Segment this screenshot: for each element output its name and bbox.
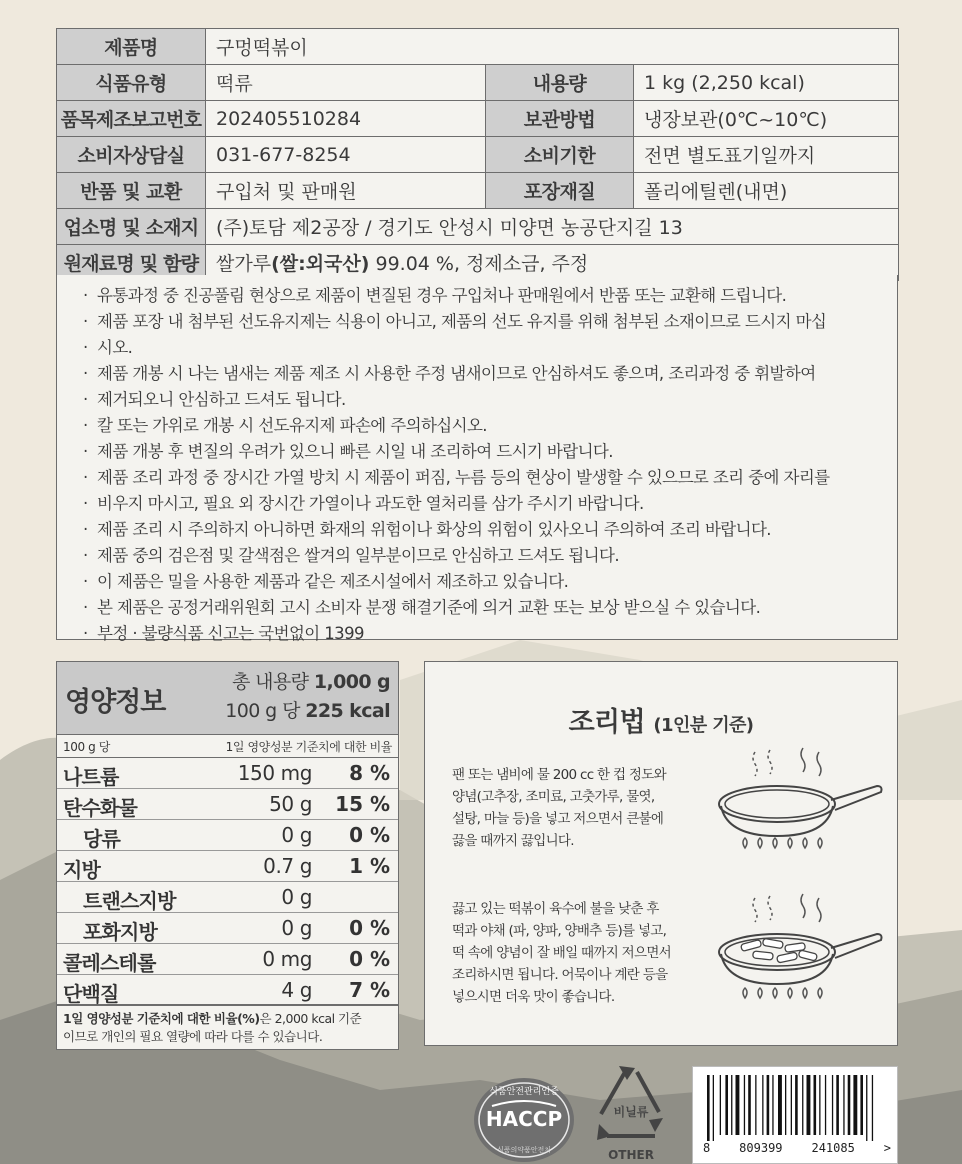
- foot-rest: 은 2,000 kcal 기준: [259, 1011, 362, 1026]
- nutrient-amount: 0 g: [281, 916, 312, 940]
- total-amount: 1,000 g: [313, 671, 390, 693]
- barcode-digits: [703, 1141, 891, 1155]
- report-no-value: 202405510284: [206, 101, 486, 137]
- barcode-arrow: >: [883, 1141, 891, 1155]
- barcode-bar: [832, 1075, 833, 1135]
- sub-right: 1일 영양성분 기준치에 대한 비율: [225, 739, 392, 754]
- nutrient-percent: 0 %: [349, 947, 390, 971]
- barcode-bar: [795, 1075, 798, 1135]
- step-line: 끓을 때까지 끓입니다.: [452, 833, 574, 849]
- barcode-bar: [848, 1075, 851, 1135]
- nutrient-percent: 0 %: [349, 823, 390, 847]
- nutrition-total: [225, 668, 390, 726]
- expiry-value: 전면 별도표기일까지: [634, 137, 899, 173]
- barcode-bar: [736, 1075, 740, 1135]
- nutrient-row: [57, 789, 398, 820]
- nutrient-amount: 4 g: [281, 978, 312, 1002]
- barcode-bar: [707, 1075, 710, 1141]
- nutrient-row: [57, 882, 398, 913]
- note-item: · 이 제품은 밀을 사용한 제품과 같은 제조시설에서 제조하고 있습니다.: [83, 569, 889, 595]
- food-type-value: 떡류: [206, 65, 486, 101]
- nutrient-percent: 7 %: [349, 978, 390, 1002]
- barcode-bar: [860, 1075, 863, 1135]
- note-item: · 제품 개봉 후 변질의 우려가 있으니 빠른 시일 내 조리하여 드시기 바랍니다.: [83, 439, 889, 465]
- note-item: · 유통과정 중 진공풀림 현상으로 제품이 변질된 경우 구입처나 판매원에서 반품 또는 교환해 드립니다.: [83, 283, 889, 309]
- barcode-bar: [772, 1075, 773, 1135]
- storage-value: 냉장보관(0℃~10℃): [634, 101, 899, 137]
- nutrient-row: [57, 975, 398, 1006]
- note-item: · 부정 · 불량식품 신고는 국번없이 1399: [83, 621, 889, 647]
- barcode-bar: [755, 1075, 756, 1135]
- nutrient-percent: 8 %: [349, 761, 390, 785]
- nutrition-title: 영양정보: [65, 687, 166, 718]
- nutrient-row: [57, 820, 398, 851]
- note-item-continued: · 제거되오니 안심하고 드셔도 됩니다.: [83, 387, 889, 413]
- return-label: 반품 및 교환: [57, 173, 206, 209]
- nutrient-name: 나트륨: [63, 765, 119, 789]
- nutrient-percent: 1 %: [349, 854, 390, 878]
- note-item: · 칼 또는 가위로 개봉 시 선도유지제 파손에 주의하십시오.: [83, 413, 889, 439]
- nutrient-amount: 0 g: [281, 823, 312, 847]
- packaging-label: 포장재질: [486, 173, 634, 209]
- recycle-other: OTHER: [608, 1148, 654, 1162]
- barcode-digit-left: 809399: [739, 1141, 783, 1155]
- nutrient-percent: 15 %: [335, 792, 390, 816]
- nutrient-amount: 0 g: [281, 885, 312, 909]
- recycle-label: 비닐류: [613, 1105, 649, 1119]
- total-prefix: 총 내용량: [231, 671, 314, 693]
- note-item: · 제품 포장 내 첨부된 선도유지제는 식용이 아니고, 제품의 선도 유지를 위해 첨부된 소재이므로 드시지 마십: [83, 309, 889, 335]
- recipe-box: [424, 661, 898, 1046]
- product-info-table: [56, 28, 899, 281]
- nutrient-name: 당류: [83, 827, 121, 851]
- nutrition-header: [57, 662, 398, 735]
- recycle-icon: [593, 1062, 669, 1164]
- barcode-bar: [843, 1075, 844, 1135]
- barcode-bar: [720, 1075, 721, 1135]
- barcode-bar: [866, 1075, 867, 1141]
- barcode-bar: [731, 1075, 732, 1135]
- nutrient-row: [57, 758, 398, 789]
- recipe-title: [425, 700, 897, 739]
- barcode-bar: [778, 1075, 782, 1135]
- recipe-subtitle: (1인분 기준): [653, 715, 754, 736]
- barcode-bar: [814, 1075, 817, 1135]
- recipe-step-1: [452, 764, 722, 852]
- nutrient-name: 단백질: [63, 982, 119, 1006]
- haccp-main-text: HACCP: [485, 1107, 563, 1131]
- step-line: 양념(고추장, 조미료, 고춧가루, 물엿,: [452, 789, 655, 805]
- nutrient-amount: 0.7 g: [263, 854, 312, 878]
- haccp-logo: [470, 1068, 578, 1164]
- note-item: · 제품 중의 검은점 및 갈색점은 쌀겨의 일부분이므로 안심하고 드셔도 됩니다.: [83, 543, 889, 569]
- barcode-bar: [767, 1075, 770, 1135]
- barcode-bar: [872, 1075, 873, 1141]
- recipe-title-main: 조리법: [568, 707, 646, 738]
- nutrient-row: [57, 851, 398, 882]
- per-prefix: 100 g 당: [225, 700, 306, 722]
- barcode-bar: [725, 1075, 728, 1135]
- nutrient-name: 지방: [63, 858, 101, 882]
- nutrition-footnote: [57, 1006, 398, 1050]
- barcode-bar: [748, 1075, 751, 1135]
- table-row: [57, 173, 899, 209]
- maker-label: 업소명 및 소재지: [57, 209, 206, 245]
- table-row: [57, 29, 899, 65]
- nutrient-amount: 50 g: [269, 792, 312, 816]
- nutrient-amount: 150 mg: [237, 761, 312, 785]
- table-row: [57, 209, 899, 245]
- product-name-label: 제품명: [57, 29, 206, 65]
- nutrition-facts: [56, 661, 399, 1050]
- table-row: [57, 65, 899, 101]
- foot-line2: 이므로 개인의 필요 열량에 따라 다를 수 있습니다.: [63, 1029, 323, 1044]
- barcode-digit-right: 241085: [811, 1141, 855, 1155]
- barcode-bar: [807, 1075, 811, 1135]
- recipe-step-2: [452, 898, 722, 1008]
- barcode-bars: [693, 1067, 899, 1141]
- barcode: [692, 1066, 898, 1164]
- maker-value: (주)토담 제2공장 / 경기도 안성시 미양면 농공단지길 13: [206, 209, 899, 245]
- ingredient-origin: (쌀:외국산): [271, 253, 370, 275]
- nutrient-name: 콜레스테롤: [63, 951, 156, 975]
- food-type-label: 식품유형: [57, 65, 206, 101]
- sub-left: 100 g 당: [63, 739, 110, 754]
- barcode-digit-first: 8: [703, 1141, 711, 1155]
- nutrient-name: 포화지방: [83, 920, 158, 944]
- ingredient-rest: 99.04 %, 정제소금, 주정: [369, 253, 589, 275]
- barcode-bar: [819, 1075, 820, 1135]
- nutrient-row: [57, 913, 398, 944]
- step-line: 떡 속에 양념이 잘 배일 때까지 저으면서: [452, 945, 672, 961]
- step-line: 설탕, 마늘 등)을 넣고 저으면서 큰불에: [452, 811, 664, 827]
- nutrient-row: [57, 944, 398, 975]
- per-kcal: 225 kcal: [305, 700, 390, 722]
- barcode-bar: [853, 1075, 857, 1135]
- nutrient-amount: 0 mg: [262, 947, 312, 971]
- consumer-phone: 031-677-8254: [206, 137, 486, 173]
- haccp-top-text: 식품안전관리인증: [489, 1087, 559, 1097]
- pan-boiling-icon: [715, 742, 885, 862]
- content-label: 내용량: [486, 65, 634, 101]
- pan-tteokbokki-icon: [715, 890, 885, 1012]
- nutrient-name: 탄수화물: [63, 796, 138, 820]
- foot-bold: 1일 영양성분 기준치에 대한 비율(%): [63, 1011, 260, 1026]
- report-no-label: 품목제조보고번호: [57, 101, 206, 137]
- step-line: 팬 또는 냄비에 물 200 cc 한 컵 정도와: [452, 767, 666, 783]
- ingredient-main: 쌀가루: [216, 253, 272, 275]
- barcode-bar: [836, 1075, 839, 1135]
- storage-label: 보관방법: [486, 101, 634, 137]
- return-value: 구입처 및 판매원: [206, 173, 486, 209]
- note-item: · 제품 조리 시 주의하지 아니하면 화재의 위험이나 화상의 위험이 있사오니 주의하여 조리 바랍니다.: [83, 517, 889, 543]
- step-line: 떡과 야채 (파, 양파, 양배추 등)를 넣고,: [452, 923, 667, 939]
- note-item-continued: · 비우지 마시고, 필요 외 장시간 가열이나 과도한 열처리를 삼가 주시기 바랍니다.: [83, 491, 889, 517]
- note-item: · 제품 개봉 시 나는 냄새는 제품 제조 시 사용한 주정 냄새이므로 안심하셔도 좋으며, 조리과정 중 휘발하여: [83, 361, 889, 387]
- expiry-label: 소비기한: [486, 137, 634, 173]
- barcode-bar: [791, 1075, 792, 1135]
- table-row: [57, 101, 899, 137]
- step-line: 넣으시면 더욱 맛이 좋습니다.: [452, 989, 615, 1005]
- ingredients-label: 원재료명 및 함량: [57, 245, 206, 281]
- barcode-bar: [762, 1075, 763, 1135]
- barcode-bar: [825, 1075, 826, 1135]
- barcode-bar: [802, 1075, 803, 1135]
- note-item: · 제품 조리 과정 중 장시간 가열 방치 시 제품이 퍼짐, 누름 등의 현상이 발생할 수 있으므로 조리 중에 자리를: [83, 465, 889, 491]
- consumer-label: 소비자상담실: [57, 137, 206, 173]
- barcode-bar: [785, 1075, 786, 1135]
- barcode-bar: [744, 1075, 745, 1135]
- content-value: 1 kg (2,250 kcal): [634, 65, 899, 101]
- table-row: [57, 137, 899, 173]
- nutrient-name: 트랜스지방: [83, 889, 176, 913]
- note-item-continued: · 시오.: [83, 335, 889, 361]
- product-name-value: 구멍떡볶이: [206, 29, 899, 65]
- barcode-bar: [713, 1075, 714, 1141]
- nutrition-subheader: [57, 735, 398, 758]
- packaging-value: 폴리에틸렌(내면): [634, 173, 899, 209]
- nutrient-percent: 0 %: [349, 916, 390, 940]
- step-line: 조리하시면 됩니다. 어묵이나 계란 등을: [452, 967, 668, 983]
- note-item: · 본 제품은 공정거래위원회 고시 소비자 분쟁 해결기준에 의거 교환 또는 보상 받으실 수 있습니다.: [83, 595, 889, 621]
- caution-notes: [56, 275, 898, 643]
- haccp-bottom-text: 식품의약품안전처: [496, 1146, 552, 1154]
- step-line: 끓고 있는 떡볶이 육수에 불을 낮춘 후: [452, 901, 659, 917]
